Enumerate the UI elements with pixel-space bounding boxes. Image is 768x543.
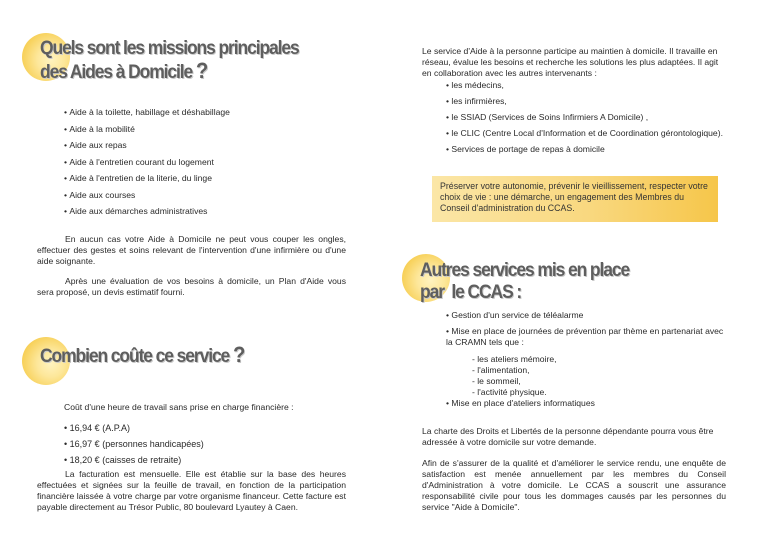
price-item: [64, 439, 204, 455]
heading-other-services-line2: par le CCAS :: [420, 282, 522, 303]
heading-missions-mark: ?: [195, 58, 208, 83]
paragraph-evaluation: Après une évaluation de vos besoins à domicile, un Plan d'Aide vous sera proposé, un devis estimatif fourni.: [37, 276, 346, 297]
cost-intro: Coût d'une heure de travail sans prise en charge financière :: [64, 402, 294, 412]
heading-other-services: [420, 260, 629, 304]
list-item: - l'activité physique.: [472, 387, 557, 398]
list-item: • Aide à la toilette, habillage et déshabillage: [64, 107, 230, 124]
paragraph-restrictions: En aucun cas votre Aide à Domicile ne peut vous couper les ongles, effectuer des gestes et soins relevant de l'intervention d'une infirmière ou d'une aide soignante.: [37, 234, 346, 266]
list-item: - l'alimentation,: [472, 365, 557, 376]
list-item: • Aide aux démarches administratives: [64, 206, 230, 223]
price-note: (caisses de retraite): [102, 455, 182, 465]
paragraph-quality: Afin de s'assurer de la qualité et d'améliorer le service rendu, une enquête de satisfaction est menée annuellement par les membres du Conseil d'Administration à votre domicile. Le CCAS a souscrit une assurance responsabilité civile pour tous les dommages causés par les personnes du service "Aide à Domicile".: [422, 458, 726, 512]
list-item: • Aide aux courses: [64, 190, 230, 207]
heading-missions: [40, 38, 299, 84]
paragraph-billing: La facturation est mensuelle. Elle est établie sur la base des heures effectuées et signées sur la feuille de travail, en fonction de la participation financière laissée à votre charge par votre organisme financeur. Cette facture est payable directement au Trésor Public, 80 boulevard Lyautey à Caen.: [37, 469, 346, 512]
list-item: • Aide à l'entretien courant du logement: [64, 157, 230, 174]
list-item: • Services de portage de repas à domicile: [446, 144, 731, 155]
list-item: • les médecins,: [446, 80, 731, 91]
list-item: • Aide à l'entretien de la literie, du linge: [64, 173, 230, 190]
price-amount: 16,97 €: [69, 439, 100, 449]
list-item: • les infirmières,: [446, 96, 731, 107]
list-item: - les ateliers mémoire,: [472, 354, 557, 365]
heading-cost-mark: ?: [232, 342, 245, 367]
heading-cost-text: Combien coûte ce service: [40, 346, 230, 367]
highlight-box: Préserver votre autonomie, prévenir le vieillissement, respecter votre choix de vie : une démarche, un engagement des Membres du Conseil d'administration du CCAS.: [432, 176, 718, 222]
price-note: (personnes handicapées): [102, 439, 204, 449]
list-item: • Mise en place d'ateliers informatiques: [446, 398, 595, 408]
price-amount: 18,20 €: [69, 455, 100, 465]
last-service: [446, 398, 595, 408]
price-item: [64, 423, 204, 439]
price-list: [64, 423, 204, 471]
list-item: • Mise en place de journées de prévention par thème en partenariat avec la CRAMN tels que :: [446, 326, 726, 348]
services-list: [446, 310, 726, 348]
heading-missions-line2: des Aides à Domicile: [40, 62, 193, 83]
missions-list: [64, 107, 230, 223]
price-amount: 16,94 €: [69, 423, 100, 433]
paragraph-intro: Le service d'Aide à la personne participe au maintien à domicile. Il travaille en réseau, évalue les besoins et recherche les solutions les plus adaptées. Il agit en collaboration avec les autres intervenants :: [422, 46, 719, 78]
list-item: • le CLIC (Centre Local d'Information et de Coordination gérontologique).: [446, 128, 731, 139]
price-note: (A.P.A): [102, 423, 131, 433]
heading-other-services-line1: Autres services mis en place: [420, 260, 630, 281]
paragraph-charte: La charte des Droits et Libertés de la personne dépendante pourra vous être adressée à votre domicile sur votre demande.: [422, 426, 714, 447]
list-item: - le sommeil,: [472, 376, 557, 387]
list-item: • Gestion d'un service de téléalarme: [446, 310, 726, 321]
heading-cost: [40, 344, 244, 368]
heading-missions-line1: Quels sont les missions principales: [40, 38, 299, 59]
list-item: • Aide aux repas: [64, 140, 230, 157]
list-item: • le SSIAD (Services de Soins Infirmiers A Domicile) ,: [446, 112, 731, 123]
partners-list: [446, 80, 731, 155]
list-item: • Aide à la mobilité: [64, 124, 230, 141]
themes-list: [472, 354, 557, 398]
